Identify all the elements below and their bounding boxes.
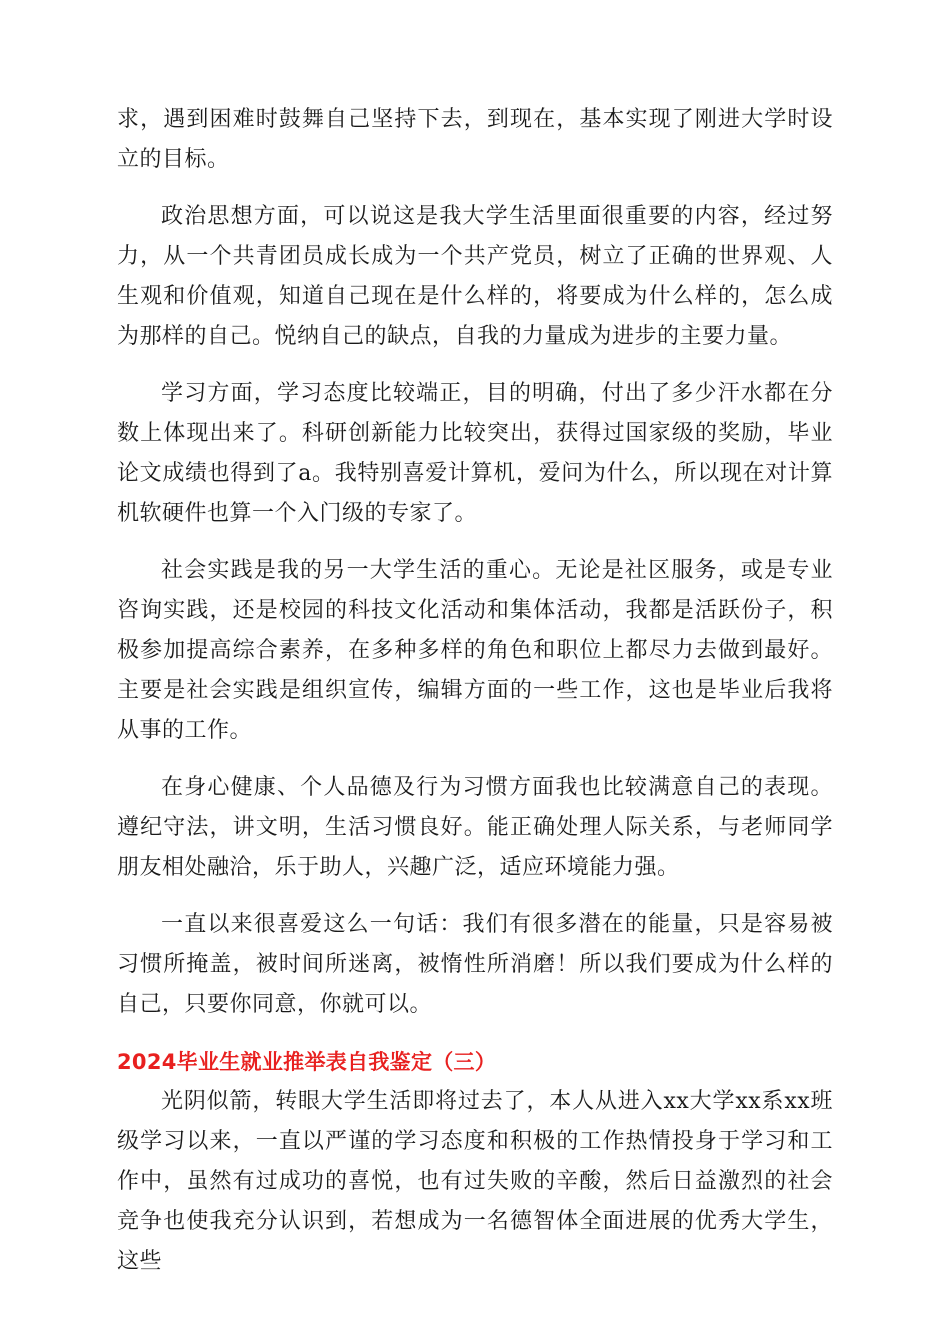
document-body (117, 100, 833, 1299)
paragraph-motto: 一直以来很喜爱这么一句话：我们有很多潜在的能量，只是容易被习惯所掩盖，被时间所迷离，被惰性所消磨！所以我们要成为什么样的自己，只要你同意，你就可以。 (117, 912, 833, 1017)
paragraph-political: 政治思想方面，可以说这是我大学生活里面很重要的内容，经过努力，从一个共青团员成长成为一个共产党员，树立了正确的世界观、人生观和价值观，知道自己现在是什么样的，将要成为什么样的，怎么成为那样的自己。悦纳自己的缺点，自我的力量成为进步的主要力量。 (117, 204, 833, 349)
paragraph-health-character: 在身心健康、个人品德及行为习惯方面我也比较满意自己的表现。遵纪守法，讲文明，生活习惯良好。能正确处理人际关系，与老师同学朋友相处融洽，乐于助人，兴趣广泛，适应环境能力强。 (117, 775, 833, 880)
paragraph-section-three-intro: 光阴似箭，转眼大学生活即将过去了，本人从进入xx大学xx系xx班级学习以来，一直以严谨的学习态度和积极的工作热情投身于学习和工作中，虽然有过成功的喜悦，也有过失败的辛酸，然后日益激烈的社会竞争也使我充分认识到，若想成为一名德智体全面进展的优秀大学生，这些 (117, 1089, 833, 1274)
paragraph-continuation: 求，遇到困难时鼓舞自己坚持下去，到现在，基本实现了刚进大学时设立的目标。 (117, 107, 833, 172)
paragraph-study: 学习方面，学习态度比较端正，目的明确，付出了多少汗水都在分数上体现出来了。科研创新能力比较突出，获得过国家级的奖励，毕业论文成绩也得到了a。我特别喜爱计算机，爱问为什么，所以现在对计算机软硬件也算一个入门级的专家了。 (117, 381, 833, 526)
section-heading: 2024毕业生就业推举表自我鉴定（三） (117, 1050, 497, 1074)
paragraph-social-practice: 社会实践是我的另一大学生活的重心。无论是社区服务，或是专业咨询实践，还是校园的科技文化活动和集体活动，我都是活跃份子，积极参加提高综合素养，在多种多样的角色和职位上都尽力去做到最好。主要是社会实践是组织宣传，编辑方面的一些工作，这也是毕业后我将从事的工作。 (117, 558, 833, 743)
